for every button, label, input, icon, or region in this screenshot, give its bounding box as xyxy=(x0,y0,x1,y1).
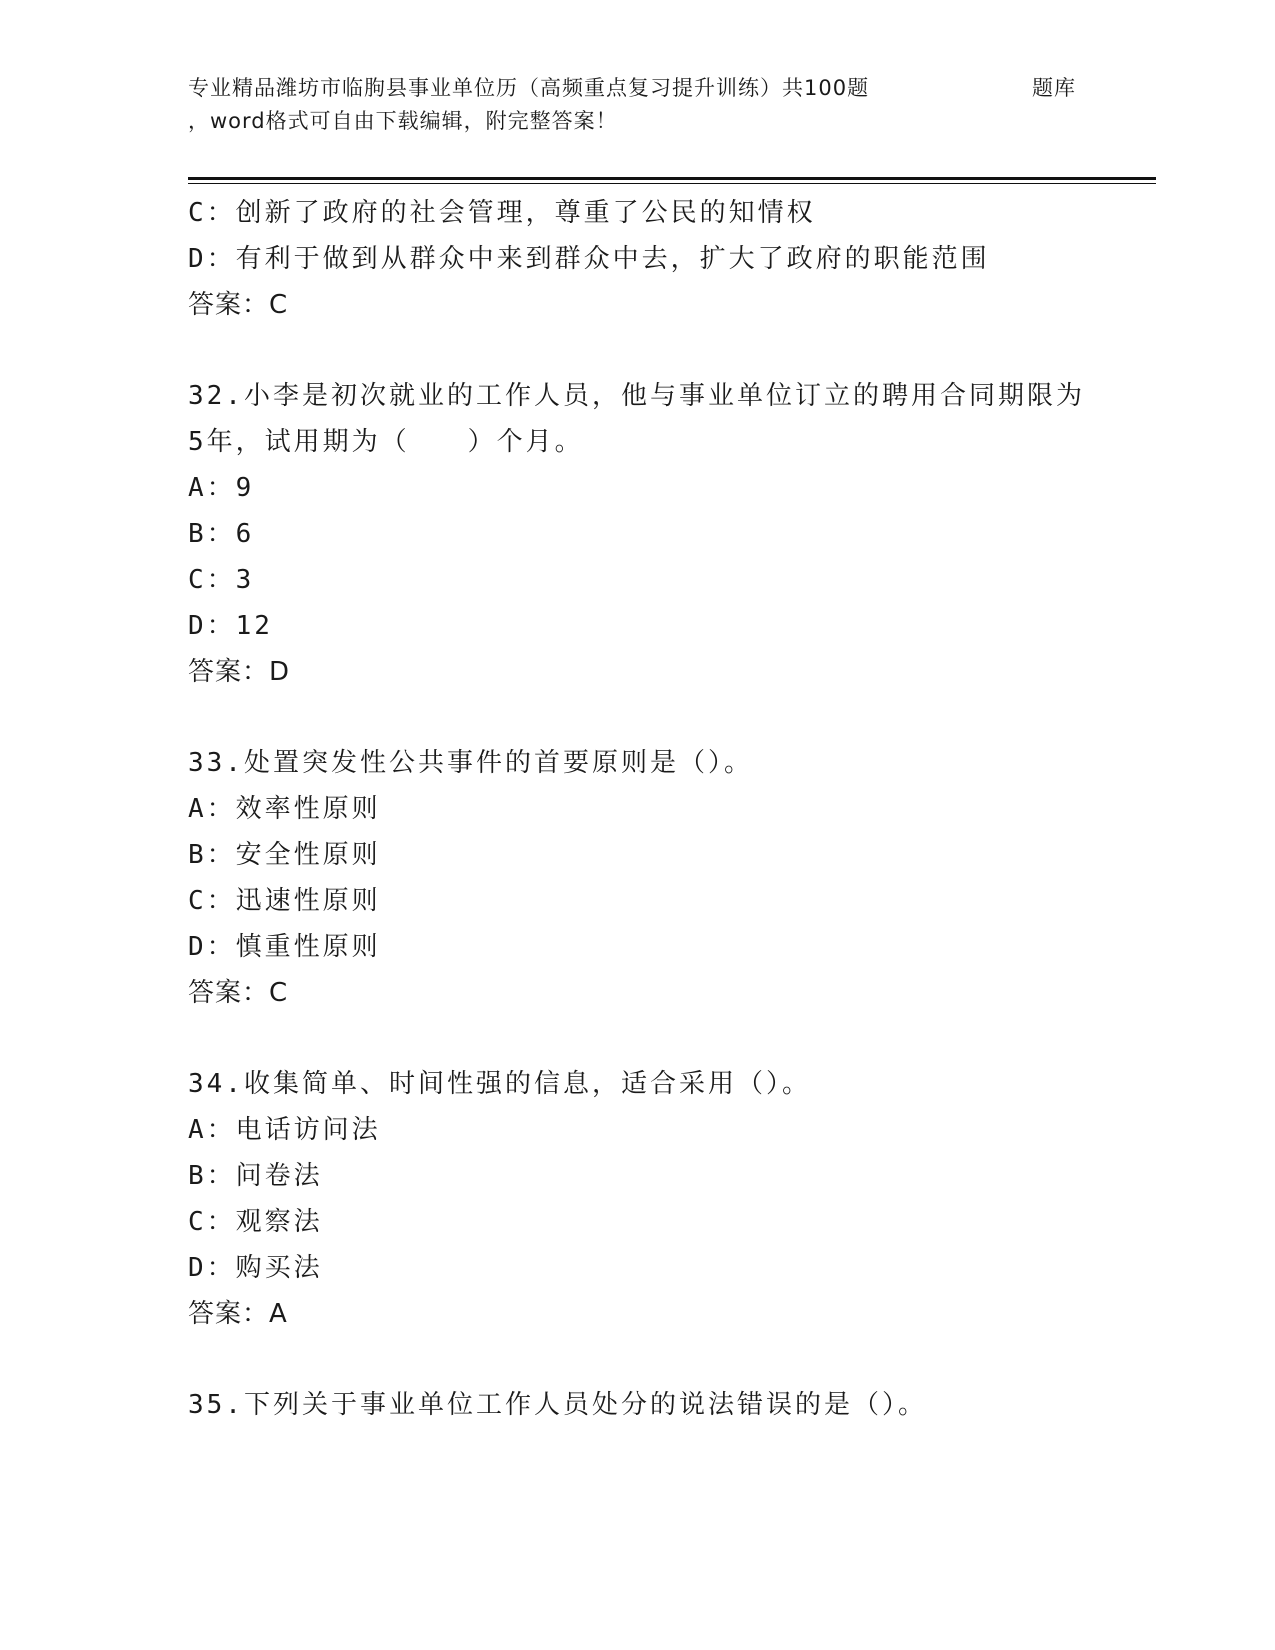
question-line: A：9 xyxy=(188,473,255,503)
question-line: D：12 xyxy=(188,611,273,641)
block-gap xyxy=(188,695,1148,740)
question-line: 33.处置突发性公共事件的首要原则是（）。 xyxy=(188,748,753,778)
question-line: 5年，试用期为（ ）个月。 xyxy=(188,427,584,457)
question-line: B：安全性原则 xyxy=(188,840,381,870)
answer-line: 答案：C xyxy=(188,978,289,1008)
header-title-line2: ，word格式可自由下载编辑，附完整答案！ xyxy=(188,109,618,133)
question-line: A：电话访问法 xyxy=(188,1115,381,1145)
header-title-line1 xyxy=(188,72,1148,105)
header-divider-thin xyxy=(188,183,1156,184)
question-line: 35.下列关于事业单位工作人员处分的说法错误的是（）。 xyxy=(188,1390,927,1420)
header-tag: 题库 xyxy=(1032,76,1076,100)
question-line: C：创新了政府的社会管理，尊重了公民的知情权 xyxy=(188,198,816,228)
answer-line: 答案：A xyxy=(188,1299,288,1329)
question-line: C：迅速性原则 xyxy=(188,886,381,916)
answer-line: 答案：C xyxy=(188,290,289,320)
question-line: 34.收集简单、时间性强的信息，适合采用（）。 xyxy=(188,1069,811,1099)
answer-line: 答案：D xyxy=(188,657,291,687)
question-line: C：3 xyxy=(188,565,255,595)
block-gap xyxy=(188,1016,1148,1061)
question-line: B：问卷法 xyxy=(188,1161,323,1191)
question-line: D：慎重性原则 xyxy=(188,932,381,962)
question-line: 32.小李是初次就业的工作人员，他与事业单位订立的聘用合同期限为 xyxy=(188,381,1085,411)
block-gap xyxy=(188,328,1148,373)
page-header xyxy=(188,72,1148,138)
question-line: B：6 xyxy=(188,519,255,549)
question-line: A：效率性原则 xyxy=(188,794,381,824)
question-line: C：观察法 xyxy=(188,1207,323,1237)
header-divider-thick xyxy=(188,177,1156,180)
header-title: 专业精品潍坊市临朐县事业单位历（高频重点复习提升训练）共100题 xyxy=(188,76,870,100)
question-line: D：购买法 xyxy=(188,1253,323,1283)
block-gap xyxy=(188,1337,1148,1382)
question-content xyxy=(188,190,1148,1428)
question-line: D：有利于做到从群众中来到群众中去，扩大了政府的职能范围 xyxy=(188,244,990,274)
